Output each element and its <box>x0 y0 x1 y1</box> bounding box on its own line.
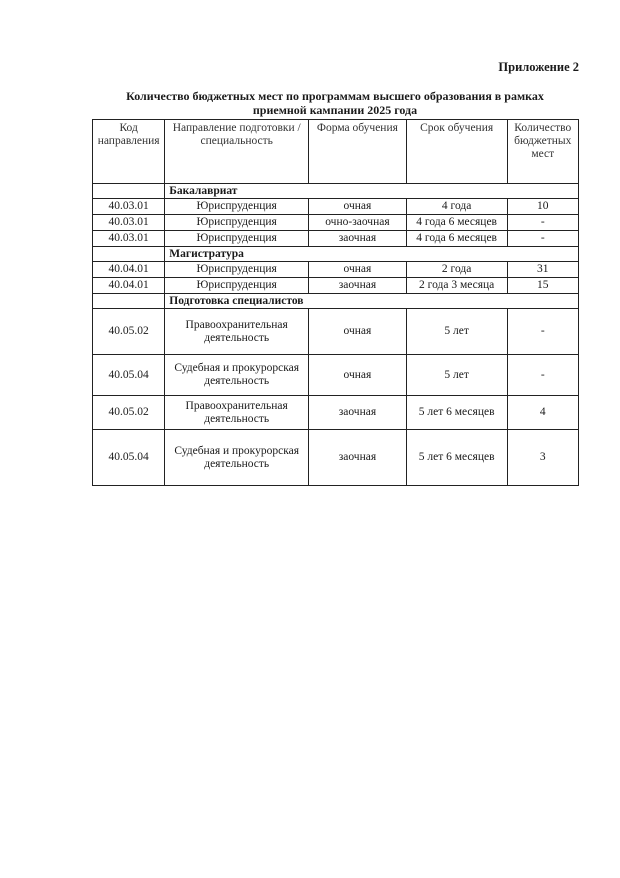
table-row <box>93 231 579 247</box>
document-title <box>92 89 578 117</box>
cell-term: 4 года 6 месяцев <box>406 215 507 231</box>
table-row <box>93 215 579 231</box>
header-direction: Направление подготовки / специальность <box>165 120 309 184</box>
cell-code: 40.05.04 <box>93 355 165 396</box>
title-line-1: Количество бюджетных мест по программам высшего образования в рамках <box>126 89 544 103</box>
table-header-row <box>93 120 579 184</box>
cell-count: 31 <box>507 262 578 278</box>
cell-count: 4 <box>507 396 578 430</box>
cell-code: 40.03.01 <box>93 231 165 247</box>
cell-form: заочная <box>309 396 407 430</box>
cell-count: - <box>507 215 578 231</box>
cell-form: заочная <box>309 231 407 247</box>
cell-code: 40.03.01 <box>93 215 165 231</box>
cell-code: 40.05.02 <box>93 396 165 430</box>
title-line-2: приемной кампании 2025 года <box>252 103 418 117</box>
table-row <box>93 430 579 486</box>
header-term: Срок обучения <box>406 120 507 184</box>
cell-direction: Юриспруденция <box>165 199 309 215</box>
cell-direction: Правоохранительная деятельность <box>165 309 309 355</box>
section-label: Магистратура <box>165 247 579 262</box>
cell-direction: Юриспруденция <box>165 278 309 294</box>
cell-count: - <box>507 309 578 355</box>
cell-term: 2 года <box>406 262 507 278</box>
cell-form: очно-заочная <box>309 215 407 231</box>
cell-direction: Юриспруденция <box>165 262 309 278</box>
cell-term: 5 лет 6 месяцев <box>406 396 507 430</box>
cell-form: очная <box>309 262 407 278</box>
cell-term: 5 лет <box>406 355 507 396</box>
cell-direction: Юриспруденция <box>165 231 309 247</box>
cell-form: очная <box>309 309 407 355</box>
cell-term: 4 года 6 месяцев <box>406 231 507 247</box>
cell-form: заочная <box>309 278 407 294</box>
budget-places-table <box>92 119 579 486</box>
header-form: Форма обучения <box>309 120 407 184</box>
section-empty-cell <box>93 294 165 309</box>
section-row-bachelor <box>93 184 579 199</box>
table-row <box>93 309 579 355</box>
cell-term: 4 года <box>406 199 507 215</box>
section-row-specialist <box>93 294 579 309</box>
cell-form: очная <box>309 355 407 396</box>
header-code: Код направления <box>93 120 165 184</box>
section-empty-cell <box>93 247 165 262</box>
cell-count: 10 <box>507 199 578 215</box>
cell-code: 40.04.01 <box>93 278 165 294</box>
cell-count: - <box>507 231 578 247</box>
cell-count: 3 <box>507 430 578 486</box>
cell-code: 40.05.04 <box>93 430 165 486</box>
header-count: Количество бюджетных мест <box>507 120 578 184</box>
cell-term: 2 года 3 месяца <box>406 278 507 294</box>
table-row <box>93 262 579 278</box>
table-row <box>93 355 579 396</box>
table-row <box>93 278 579 294</box>
cell-code: 40.04.01 <box>93 262 165 278</box>
cell-form: очная <box>309 199 407 215</box>
cell-direction: Правоохранительная деятельность <box>165 396 309 430</box>
cell-count: 15 <box>507 278 578 294</box>
section-row-master <box>93 247 579 262</box>
cell-code: 40.05.02 <box>93 309 165 355</box>
cell-form: заочная <box>309 430 407 486</box>
cell-term: 5 лет <box>406 309 507 355</box>
section-empty-cell <box>93 184 165 199</box>
cell-direction: Судебная и прокурорская деятельность <box>165 430 309 486</box>
cell-direction: Юриспруденция <box>165 215 309 231</box>
cell-term: 5 лет 6 месяцев <box>406 430 507 486</box>
appendix-label: Приложение 2 <box>498 60 579 74</box>
cell-code: 40.03.01 <box>93 199 165 215</box>
table-row <box>93 199 579 215</box>
cell-count: - <box>507 355 578 396</box>
table-row <box>93 396 579 430</box>
cell-direction: Судебная и прокурорская деятельность <box>165 355 309 396</box>
section-label: Подготовка специалистов <box>165 294 579 309</box>
section-label: Бакалавриат <box>165 184 579 199</box>
